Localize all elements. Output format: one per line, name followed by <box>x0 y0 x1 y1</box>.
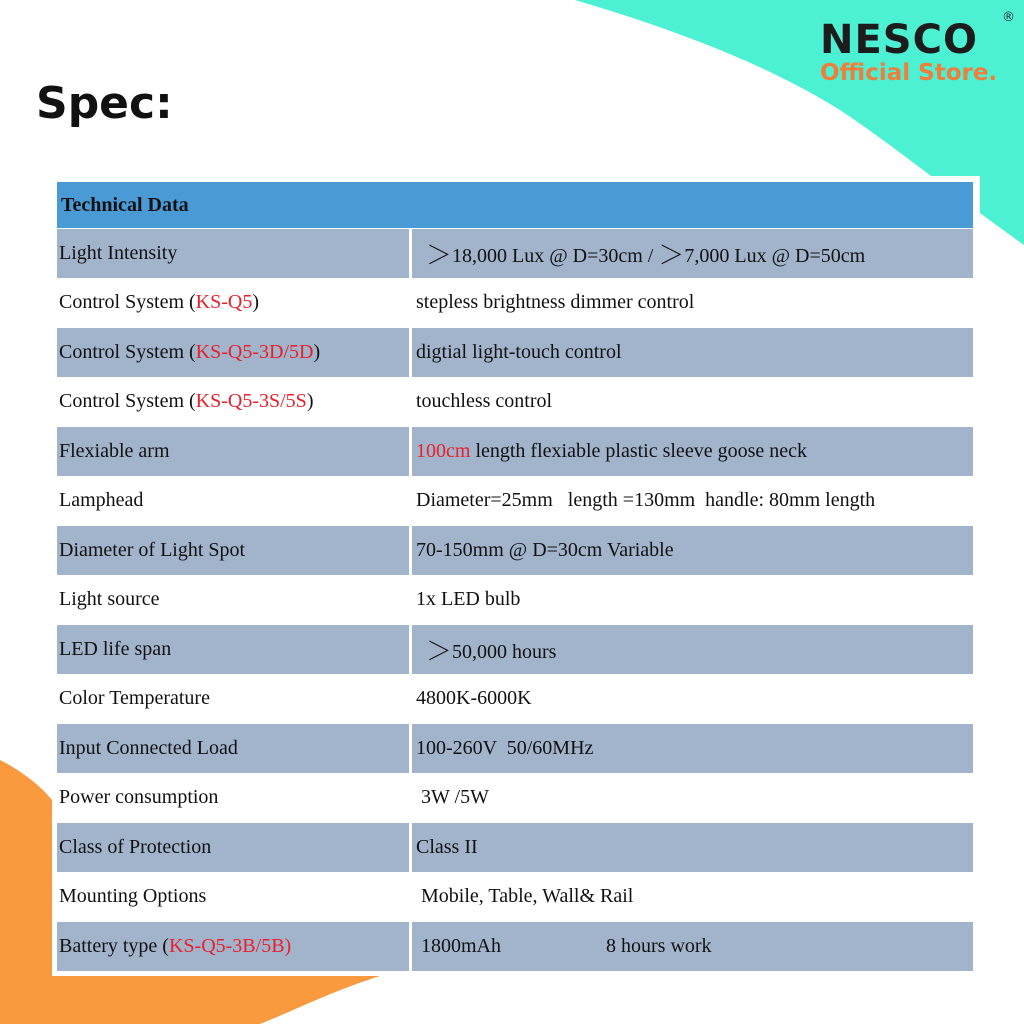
table-row <box>57 674 973 723</box>
table-row <box>57 872 973 921</box>
row-label: Lamphead <box>59 489 144 511</box>
row-value: 100-260V 50/60MHz <box>409 723 973 773</box>
row-value: Mobile, Table, Wall& Rail <box>409 872 973 921</box>
row-value-text: 18,000 Lux @ D=30cm / <box>452 245 659 267</box>
row-label: Power consumption <box>59 786 219 808</box>
spec-table <box>57 182 973 971</box>
table-row <box>57 377 973 426</box>
row-value-text: length flexiable plastic sleeve goose neck <box>470 440 807 462</box>
row-label: Mounting Options <box>59 885 207 907</box>
logo-subtitle: Official Store. <box>820 60 998 86</box>
row-label: Input Connected Load <box>57 723 409 773</box>
table-row <box>57 723 973 773</box>
row-label-text: Battery type ( <box>59 935 169 957</box>
table-row <box>57 624 973 674</box>
model-code: KS-Q5-3D/5D <box>195 341 314 363</box>
row-value <box>409 624 973 674</box>
row-label: Color Temperature <box>59 687 210 709</box>
table-row <box>57 921 973 971</box>
greater-than-symbol: ＞ <box>426 637 453 667</box>
row-label: LED life span <box>57 624 409 674</box>
row-value: 1x LED bulb <box>409 575 973 624</box>
row-label: Diameter of Light Spot <box>57 525 409 575</box>
row-label <box>57 377 409 426</box>
model-code: KS-Q5 <box>195 291 253 313</box>
row-value: 4800K-6000K <box>409 674 973 723</box>
row-value: 3W /5W <box>409 773 973 822</box>
row-value: Diameter=25mm length =130mm handle: 80mm length <box>409 476 973 525</box>
row-value: Class II <box>409 822 973 872</box>
row-value: stepless brightness dimmer control <box>409 278 973 327</box>
table-row <box>57 327 973 377</box>
table-row <box>57 773 973 822</box>
nesco-logo <box>818 10 1018 90</box>
greater-than-symbol: ＞ <box>658 241 685 271</box>
row-label-end: ) <box>306 390 314 412</box>
row-label <box>57 278 409 327</box>
row-value <box>409 426 973 476</box>
row-value: digtial light-touch control <box>409 327 973 377</box>
page-heading: Spec: <box>36 78 173 129</box>
arm-length-highlight: 100cm <box>416 440 471 462</box>
row-label-end: ) <box>252 291 260 313</box>
row-label: Light Intensity <box>57 228 409 278</box>
row-label: Light source <box>59 588 160 610</box>
row-label: Flexiable arm <box>57 426 409 476</box>
table-row <box>57 575 973 624</box>
table-row <box>57 426 973 476</box>
row-value <box>409 921 973 971</box>
row-value-text: 50,000 hours <box>452 641 557 663</box>
row-label <box>57 921 409 971</box>
table-header: Technical Data <box>57 182 973 228</box>
row-label-text: Control System ( <box>59 341 196 363</box>
row-value-text: 7,000 Lux @ D=50cm <box>684 245 866 267</box>
registered-mark: ® <box>1002 10 1015 25</box>
row-value: touchless control <box>409 377 973 426</box>
row-label-text: Control System ( <box>59 390 196 412</box>
battery-capacity: 1800mAh <box>416 935 501 957</box>
model-code: KS-Q5-3B/5B) <box>168 935 292 957</box>
table-row <box>57 822 973 872</box>
greater-than-symbol: ＞ <box>426 241 453 271</box>
battery-runtime: 8 hours work <box>606 935 712 957</box>
row-value: 70-150mm @ D=30cm Variable <box>409 525 973 575</box>
row-label <box>57 327 409 377</box>
table-row <box>57 476 973 525</box>
row-label: Class of Protection <box>57 822 409 872</box>
row-label-text: Control System ( <box>59 291 196 313</box>
table-row <box>57 228 973 278</box>
row-value <box>409 228 973 278</box>
table-row <box>57 278 973 327</box>
logo-brand-name: NESCO <box>820 17 978 63</box>
table-row <box>57 525 973 575</box>
table-header-row <box>57 182 973 228</box>
model-code: KS-Q5-3S/5S <box>195 390 307 412</box>
row-label-end: ) <box>313 341 321 363</box>
